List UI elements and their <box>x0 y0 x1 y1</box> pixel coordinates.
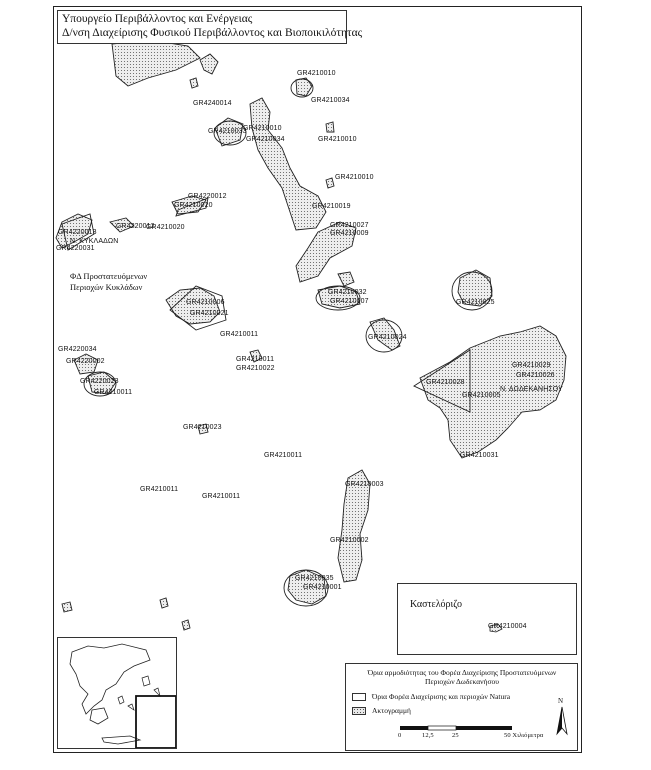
site-label: GR4210001 <box>303 584 342 591</box>
legend-coastline-label: Ακτογραμμή <box>372 706 411 715</box>
legend-item-natura <box>352 692 510 701</box>
map-legend <box>345 663 578 751</box>
islet <box>182 620 190 630</box>
site-label: GR4210009 <box>330 230 369 237</box>
north-label: N <box>558 697 564 705</box>
islet <box>338 272 354 286</box>
cyclades-management-label: ΦΔ Προστατευόμενων Περιοχών Κυκλάδων <box>70 271 148 292</box>
site-label: GR4220013 <box>58 229 97 236</box>
site-label: GR4210004 <box>488 623 527 630</box>
site-label: GR4220012 <box>188 193 227 200</box>
islet <box>326 178 334 188</box>
site-label: GR4210024 <box>368 334 407 341</box>
site-label: GR4240014 <box>193 100 232 107</box>
site-label: GR4210028 <box>426 379 465 386</box>
site-label: GR4210035 <box>295 575 334 582</box>
site-label: GR4210002 <box>330 537 369 544</box>
site-label: GR4210034 <box>246 136 285 143</box>
site-label: GR4210011 <box>220 331 259 338</box>
site-label: GR4210011 <box>264 452 303 459</box>
site-label: GR4210019 <box>312 203 351 210</box>
site-label: GR4210027 <box>330 222 369 229</box>
region-label-cyclades: Ν. ΚΥΚΛΑΔΩΝ <box>70 238 119 245</box>
site-label: GR4210022 <box>236 365 275 372</box>
site-label: GR4210025 <box>456 299 495 306</box>
site-label: GR4210026 <box>516 372 555 379</box>
site-label: GR4210021 <box>190 310 229 317</box>
site-label: GR4210033 <box>208 128 247 135</box>
site-label: GR4210020 <box>146 224 185 231</box>
islet <box>200 54 218 74</box>
north-arrow <box>555 697 569 736</box>
site-label: GR4220023 <box>80 378 119 385</box>
site-label: GR4210020 <box>174 202 213 209</box>
site-label: GR4210010 <box>335 174 374 181</box>
site-label: GR4210010 <box>297 70 336 77</box>
site-label: GR4210010 <box>318 136 357 143</box>
island-long-north <box>250 98 326 230</box>
kastellorizo-islet <box>398 584 578 656</box>
site-label: GR4210032 <box>328 289 367 296</box>
site-label: GR4210011 <box>202 493 241 500</box>
island-gr4210010-top <box>296 78 312 96</box>
site-label: GR4210029 <box>512 362 551 369</box>
site-label: GR4220012 <box>116 223 155 230</box>
site-label: GR4220031 <box>56 245 95 252</box>
scale-bar <box>398 724 544 744</box>
scale-tick: 12,5 <box>422 732 434 739</box>
site-label: GR4210023 <box>183 424 222 431</box>
north-arrow-icon <box>555 706 569 736</box>
site-label: GR4210010 <box>243 125 282 132</box>
islet <box>160 598 168 608</box>
legend-item-coastline <box>352 706 411 715</box>
site-label: GR4210005 <box>462 392 501 399</box>
site-label: GR4220002 <box>66 358 105 365</box>
legend-natura-label: Όρια Φορέα Διαχείρισης και περιοχών Natura <box>372 692 511 701</box>
region-label-dodecanese: Ν. ΔΩΔΕΚΑΝΗΣΟΥ <box>500 386 563 393</box>
greece-outline <box>58 638 177 749</box>
islet <box>62 602 72 612</box>
site-label: GR4210011 <box>236 356 275 363</box>
kastellorizo-title: Καστελόριζο <box>410 599 462 610</box>
site-label: GR4220034 <box>58 346 97 353</box>
site-label: GR4210011 <box>140 486 179 493</box>
legend-title: Όρια αρμοδιότητας του Φορέα Διαχείρισης Προστατευόμενων Περιοχών Δωδεκανήσου <box>367 668 557 686</box>
title-directorate: Δ/νση Διαχείρισης Φυσικού Περιβάλλοντος και Βιοποικιλότητας <box>62 27 363 39</box>
site-label: GR4210031 <box>460 452 499 459</box>
site-label: GR4210007 <box>330 298 369 305</box>
map-title-box <box>57 10 363 44</box>
greece-locator-inset <box>57 637 177 749</box>
title-ministry: Υπουργείο Περιβάλλοντος και Ενέργειας <box>62 13 253 25</box>
site-label: GR4210003 <box>345 481 384 488</box>
kastellorizo-inset <box>397 583 577 655</box>
site-label: GR4210011 <box>94 389 133 396</box>
island-top-west <box>112 40 200 86</box>
islet <box>326 122 334 132</box>
scale-tick: 25 <box>452 732 459 739</box>
scale-tick: 50 Χιλιόμετρα <box>504 732 544 739</box>
scale-tick: 0 <box>398 732 402 739</box>
natura-swatch <box>352 693 366 701</box>
coastline-swatch <box>352 707 366 715</box>
islet <box>190 78 198 88</box>
site-label: GR4210006 <box>186 299 225 306</box>
site-label: GR4210034 <box>311 97 350 104</box>
